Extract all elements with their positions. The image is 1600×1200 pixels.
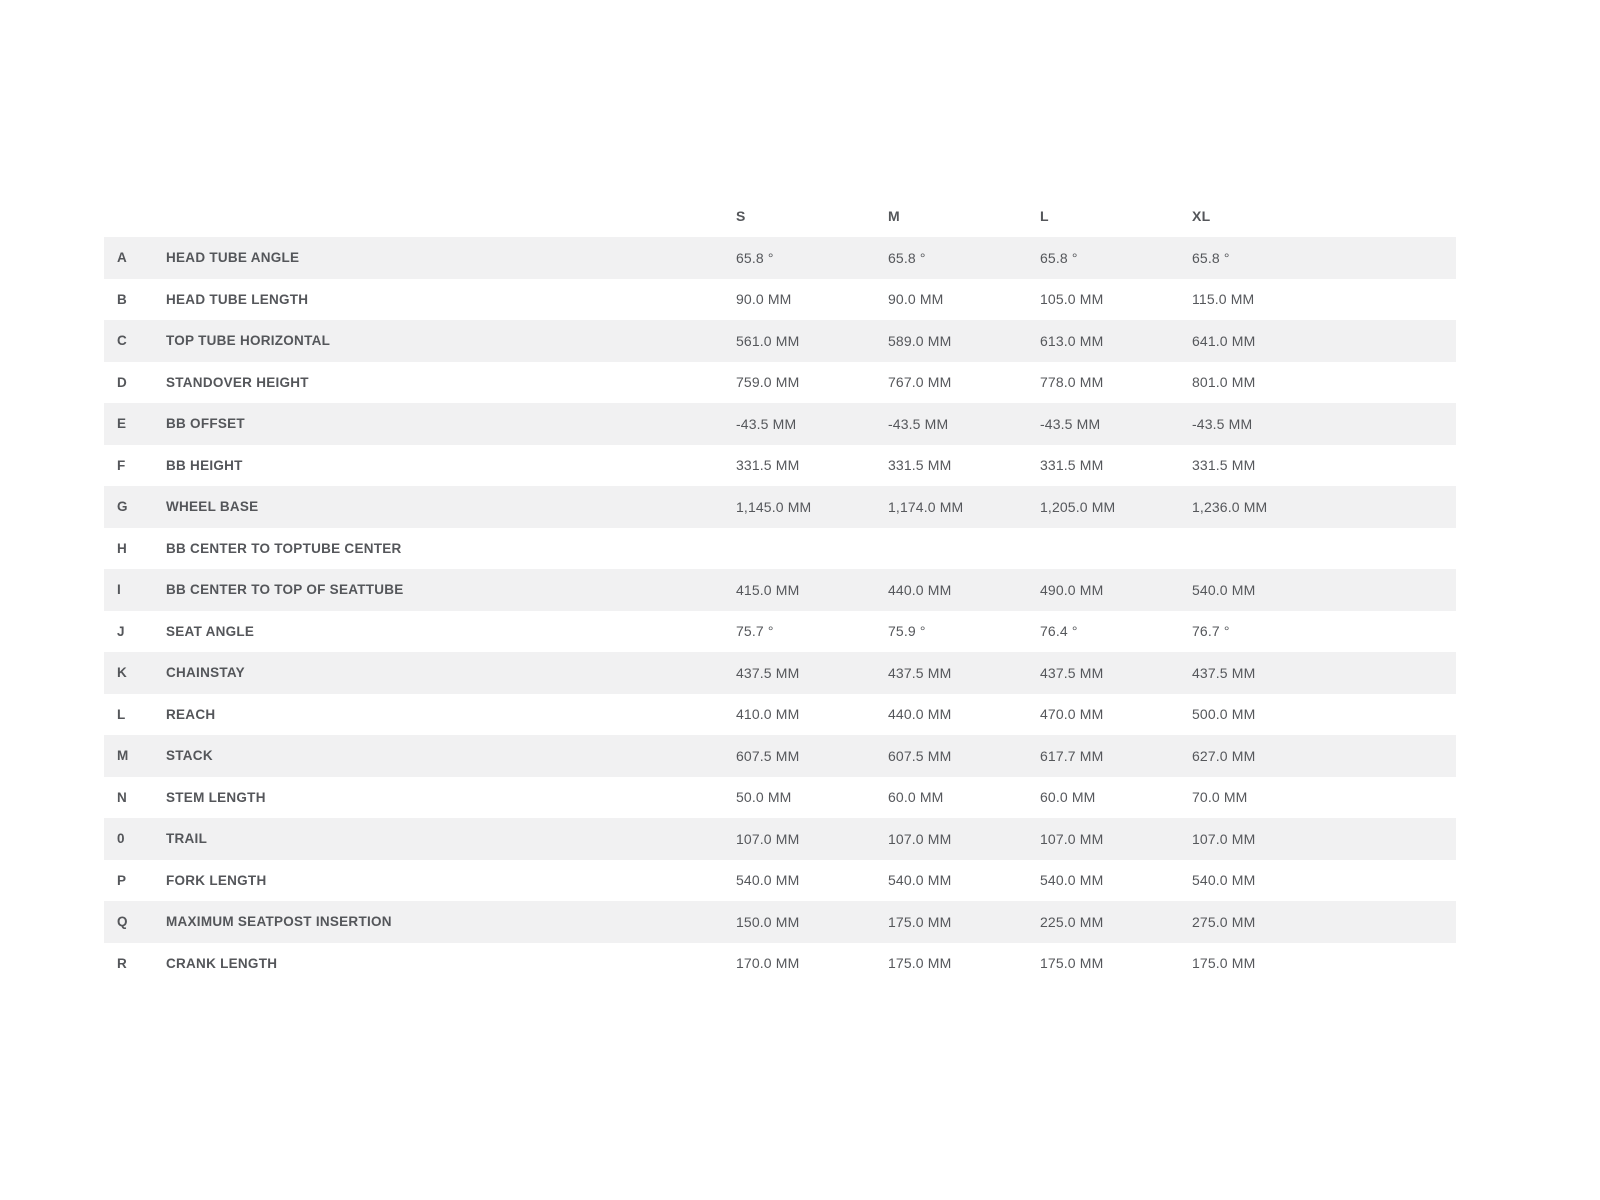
row-label: STEM LENGTH bbox=[166, 789, 266, 805]
row-value: 75.7 ° bbox=[736, 623, 774, 640]
row-value: 767.0 MM bbox=[888, 374, 952, 391]
row-value: 170.0 MM bbox=[736, 955, 800, 972]
row-value: 759.0 MM bbox=[736, 374, 800, 391]
spec-row bbox=[104, 652, 1456, 694]
row-value: 589.0 MM bbox=[888, 332, 952, 349]
geometry-table bbox=[104, 195, 1456, 984]
spec-row bbox=[104, 528, 1456, 570]
spec-row bbox=[104, 818, 1456, 860]
row-letter: E bbox=[117, 416, 127, 432]
spec-row bbox=[104, 403, 1456, 445]
row-value: 490.0 MM bbox=[1040, 581, 1104, 598]
row-label: REACH bbox=[166, 706, 216, 722]
row-letter: 0 bbox=[117, 831, 125, 847]
row-label: TRAIL bbox=[166, 831, 208, 847]
row-value: 60.0 MM bbox=[888, 789, 944, 806]
row-label: HEAD TUBE ANGLE bbox=[166, 250, 300, 266]
row-letter: I bbox=[117, 582, 122, 598]
row-value: 607.5 MM bbox=[736, 747, 800, 764]
row-value: -43.5 MM bbox=[888, 415, 949, 432]
row-value: 105.0 MM bbox=[1040, 291, 1104, 308]
spec-row bbox=[104, 611, 1456, 653]
row-letter: R bbox=[117, 955, 128, 971]
row-value: 437.5 MM bbox=[1040, 664, 1104, 681]
row-value: 415.0 MM bbox=[736, 581, 800, 598]
row-value: 561.0 MM bbox=[736, 332, 800, 349]
row-letter: F bbox=[117, 457, 126, 473]
size-column-header-m: M bbox=[888, 208, 900, 224]
row-value: 115.0 MM bbox=[1192, 291, 1255, 308]
spec-row bbox=[104, 569, 1456, 611]
row-value: 641.0 MM bbox=[1192, 332, 1256, 349]
row-value: 410.0 MM bbox=[736, 706, 800, 723]
row-value: 76.4 ° bbox=[1040, 623, 1078, 640]
row-value: 1,205.0 MM bbox=[1040, 498, 1116, 515]
row-letter: C bbox=[117, 333, 128, 349]
row-value: 107.0 MM bbox=[736, 830, 800, 847]
row-label: SEAT ANGLE bbox=[166, 623, 255, 639]
row-letter: P bbox=[117, 872, 127, 888]
row-value: 331.5 MM bbox=[1040, 457, 1104, 474]
spec-row bbox=[104, 362, 1456, 404]
row-letter: D bbox=[117, 374, 128, 390]
spec-row bbox=[104, 445, 1456, 487]
spec-row bbox=[104, 279, 1456, 321]
spec-row bbox=[104, 943, 1456, 985]
row-value: 1,145.0 MM bbox=[736, 498, 812, 515]
row-value: 540.0 MM bbox=[888, 872, 952, 889]
geometry-table-body bbox=[104, 237, 1456, 984]
row-value: 175.0 MM bbox=[888, 955, 952, 972]
row-value: 50.0 MM bbox=[736, 789, 792, 806]
row-label: HEAD TUBE LENGTH bbox=[166, 291, 309, 307]
row-letter: J bbox=[117, 623, 125, 639]
row-letter: Q bbox=[117, 914, 128, 930]
spec-row bbox=[104, 901, 1456, 943]
row-value: 175.0 MM bbox=[888, 913, 952, 930]
spec-row bbox=[104, 320, 1456, 362]
row-letter: H bbox=[117, 540, 128, 556]
row-value: 65.8 ° bbox=[888, 249, 926, 266]
row-value: 331.5 MM bbox=[736, 457, 800, 474]
row-value: 76.7 ° bbox=[1192, 623, 1230, 640]
row-value: 331.5 MM bbox=[1192, 457, 1256, 474]
spec-row bbox=[104, 486, 1456, 528]
size-column-header-xl: XL bbox=[1192, 208, 1211, 224]
row-label: CRANK LENGTH bbox=[166, 955, 278, 971]
row-value: 627.0 MM bbox=[1192, 747, 1256, 764]
row-letter: M bbox=[117, 748, 129, 764]
row-label: WHEEL BASE bbox=[166, 499, 259, 515]
row-value: -43.5 MM bbox=[1192, 415, 1253, 432]
spec-row bbox=[104, 694, 1456, 736]
row-value: 437.5 MM bbox=[888, 664, 952, 681]
row-value: 1,174.0 MM bbox=[888, 498, 964, 515]
row-value: 440.0 MM bbox=[888, 706, 952, 723]
size-column-header-s: S bbox=[736, 208, 746, 224]
row-label: BB HEIGHT bbox=[166, 457, 243, 473]
row-value: -43.5 MM bbox=[736, 415, 797, 432]
row-value: 65.8 ° bbox=[1040, 249, 1078, 266]
row-value: 540.0 MM bbox=[1040, 872, 1104, 889]
row-value: -43.5 MM bbox=[1040, 415, 1101, 432]
spec-row bbox=[104, 735, 1456, 777]
spec-row bbox=[104, 860, 1456, 902]
geometry-table-header bbox=[104, 195, 1456, 237]
row-value: 70.0 MM bbox=[1192, 789, 1248, 806]
row-value: 437.5 MM bbox=[1192, 664, 1256, 681]
row-value: 75.9 ° bbox=[888, 623, 926, 640]
row-value: 65.8 ° bbox=[1192, 249, 1230, 266]
row-value: 437.5 MM bbox=[736, 664, 800, 681]
row-value: 617.7 MM bbox=[1040, 747, 1104, 764]
row-value: 107.0 MM bbox=[1192, 830, 1256, 847]
row-value: 540.0 MM bbox=[1192, 872, 1256, 889]
row-value: 60.0 MM bbox=[1040, 789, 1096, 806]
row-value: 175.0 MM bbox=[1040, 955, 1104, 972]
row-letter: A bbox=[117, 250, 128, 266]
row-value: 331.5 MM bbox=[888, 457, 952, 474]
row-letter: G bbox=[117, 499, 128, 515]
size-column-header-l: L bbox=[1040, 208, 1049, 224]
spec-row bbox=[104, 777, 1456, 819]
row-value: 470.0 MM bbox=[1040, 706, 1104, 723]
row-letter: B bbox=[117, 291, 128, 307]
row-letter: K bbox=[117, 665, 128, 681]
row-label: MAXIMUM SEATPOST INSERTION bbox=[166, 914, 392, 930]
row-value: 500.0 MM bbox=[1192, 706, 1256, 723]
row-value: 90.0 MM bbox=[888, 291, 944, 308]
row-label: TOP TUBE HORIZONTAL bbox=[166, 333, 331, 349]
row-label: BB CENTER TO TOP OF SEATTUBE bbox=[166, 582, 404, 598]
row-value: 90.0 MM bbox=[736, 291, 792, 308]
row-label: BB CENTER TO TOPTUBE CENTER bbox=[166, 540, 402, 556]
row-value: 150.0 MM bbox=[736, 913, 800, 930]
row-value: 175.0 MM bbox=[1192, 955, 1256, 972]
row-value: 540.0 MM bbox=[1192, 581, 1256, 598]
row-value: 540.0 MM bbox=[736, 872, 800, 889]
row-value: 607.5 MM bbox=[888, 747, 952, 764]
row-value: 275.0 MM bbox=[1192, 913, 1256, 930]
spec-row bbox=[104, 237, 1456, 279]
row-value: 1,236.0 MM bbox=[1192, 498, 1268, 515]
row-label: CHAINSTAY bbox=[166, 665, 245, 681]
row-value: 613.0 MM bbox=[1040, 332, 1104, 349]
row-label: STANDOVER HEIGHT bbox=[166, 374, 309, 390]
row-value: 107.0 MM bbox=[1040, 830, 1104, 847]
row-letter: L bbox=[117, 706, 126, 722]
row-label: BB OFFSET bbox=[166, 416, 245, 432]
row-value: 440.0 MM bbox=[888, 581, 952, 598]
row-label: STACK bbox=[166, 748, 213, 764]
row-value: 801.0 MM bbox=[1192, 374, 1256, 391]
row-value: 225.0 MM bbox=[1040, 913, 1104, 930]
row-value: 107.0 MM bbox=[888, 830, 952, 847]
row-label: FORK LENGTH bbox=[166, 872, 267, 888]
row-value: 65.8 ° bbox=[736, 249, 774, 266]
row-value: 778.0 MM bbox=[1040, 374, 1104, 391]
row-letter: N bbox=[117, 789, 128, 805]
